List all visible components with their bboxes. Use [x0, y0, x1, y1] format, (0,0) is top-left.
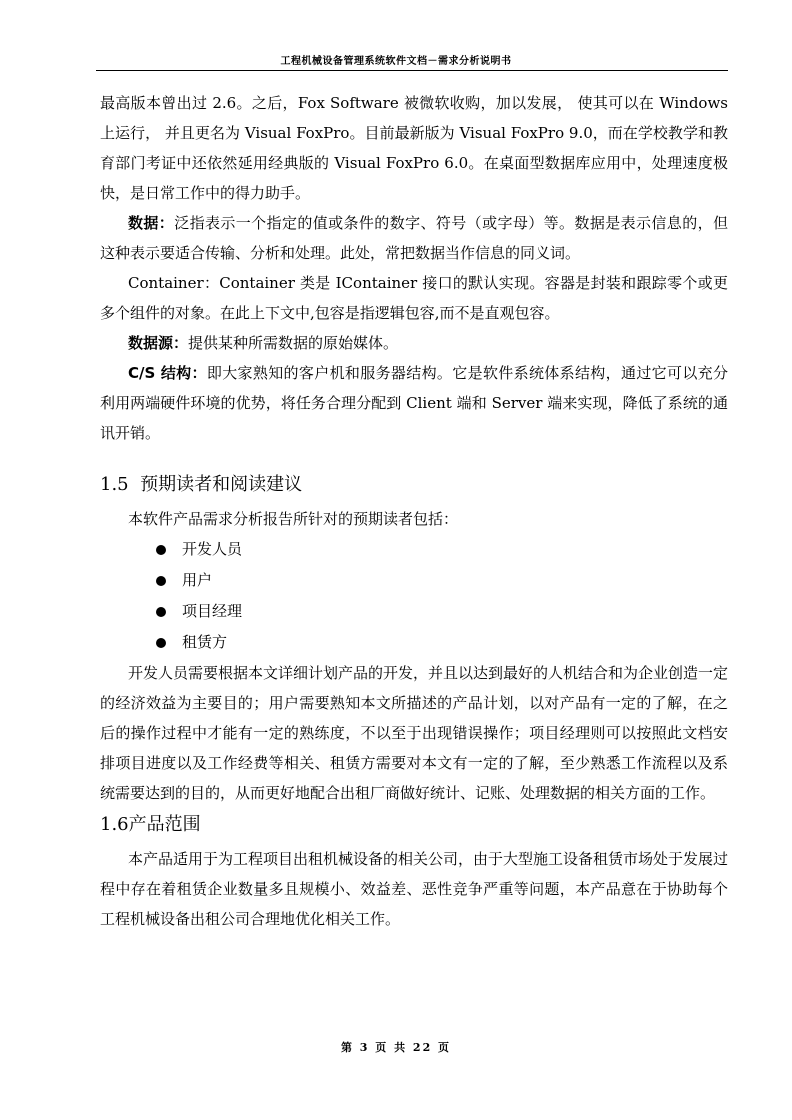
list-item: [100, 596, 728, 627]
bullet-icon: [156, 607, 166, 617]
definition-cs-architecture: [100, 358, 728, 448]
section-heading-1-5: [100, 470, 728, 500]
list-item: [100, 534, 728, 565]
page-header: 工程机械设备管理系统软件文档－需求分析说明书: [280, 56, 512, 67]
definition-container: [100, 268, 728, 328]
section-number: 1.5: [100, 474, 129, 495]
definition-text: 即大家熟知的客户机和服务器结构。它是软件系统体系结构，通过它可以充分利用两端硬件环境的优势，将任务合理分配到 Client 端和 Server 端来实现，降低了系统的通讯开销。: [100, 364, 728, 442]
header-divider: [96, 70, 728, 71]
definition-data: [100, 208, 728, 268]
definition-term: Container：: [128, 274, 220, 292]
definition-term: 数据：: [128, 214, 175, 232]
definition-text: 提供某种所需数据的原始媒体。: [188, 334, 399, 352]
document-body: [100, 88, 728, 934]
bullet-icon: [156, 638, 166, 648]
definition-data-source: [100, 328, 728, 358]
intro-paragraph: 最高版本曾出过 2.6。之后，Fox Software 被微软收购，加以发展， 使其可以在 Windows 上运行， 并且更名为 Visual FoxPro。目前最新版为 Visual FoxPro 9.0，而在学校教学和教育部门考证中还依然延用经典版的 Visual FoxPro 6.0。在桌面型数据库应用中，处理速度极快，是日常工作中的得力助手。: [100, 94, 728, 202]
bullet-icon: [156, 545, 166, 555]
list-item-label: 项目经理: [182, 602, 243, 620]
readers-paragraph: 开发人员需要根据本文详细计划产品的开发，并且以达到最好的人机结合和为企业创造一定的经济效益为主要目的；用户需要熟知本文所描述的产品计划，以对产品有一定的了解，在之后的操作过程中才能有一定的熟练度，不以至于出现错误操作；项目经理则可以按照此文档安排项目进度以及工作经费等相关、租赁方需要对本文有一定的了解，至少熟悉工作流程以及系统需要达到的目的，从而更好地配合出租厂商做好统计、记账、处理数据的相关方面的工作。: [100, 664, 729, 802]
definition-text: Container 类是 IContainer 接口的默认实现。容器是封装和跟踪零个或更多个组件的对象。在此上下文中,包容是指逻辑包容,而不是直观包容。: [100, 274, 728, 322]
scope-paragraph: 本产品适用于为工程项目出租机械设备的相关公司，由于大型施工设备租赁市场处于发展过程中存在着租赁企业数量多且规模小、效益差、恶性竞争严重等问题，本产品意在于协助每个工程机械设备出租公司合理地优化相关工作。: [100, 850, 729, 928]
list-item: [100, 627, 728, 658]
definition-term: C/S 结构：: [128, 364, 207, 382]
readers-lead: 本软件产品需求分析报告所针对的预期读者包括：: [128, 510, 459, 528]
page-footer: 第 3 页 共 22 页: [340, 1041, 452, 1054]
readers-list: [100, 534, 728, 658]
section-title: 产品范围: [128, 814, 201, 835]
list-item: [100, 565, 728, 596]
definition-text: 泛指表示一个指定的值或条件的数字、符号（或字母）等。数据是表示信息的，但这种表示要适合传输、分析和处理。此处，常把数据当作信息的同义词。: [100, 214, 728, 262]
section-heading-1-6: [100, 810, 728, 840]
list-item-label: 用户: [182, 571, 213, 589]
section-title: 预期读者和阅读建议: [140, 474, 303, 495]
section-number: 1.6: [100, 814, 129, 835]
definition-term: 数据源：: [128, 334, 189, 352]
list-item-label: 开发人员: [182, 540, 243, 558]
bullet-icon: [156, 576, 166, 586]
list-item-label: 租赁方: [182, 633, 228, 651]
